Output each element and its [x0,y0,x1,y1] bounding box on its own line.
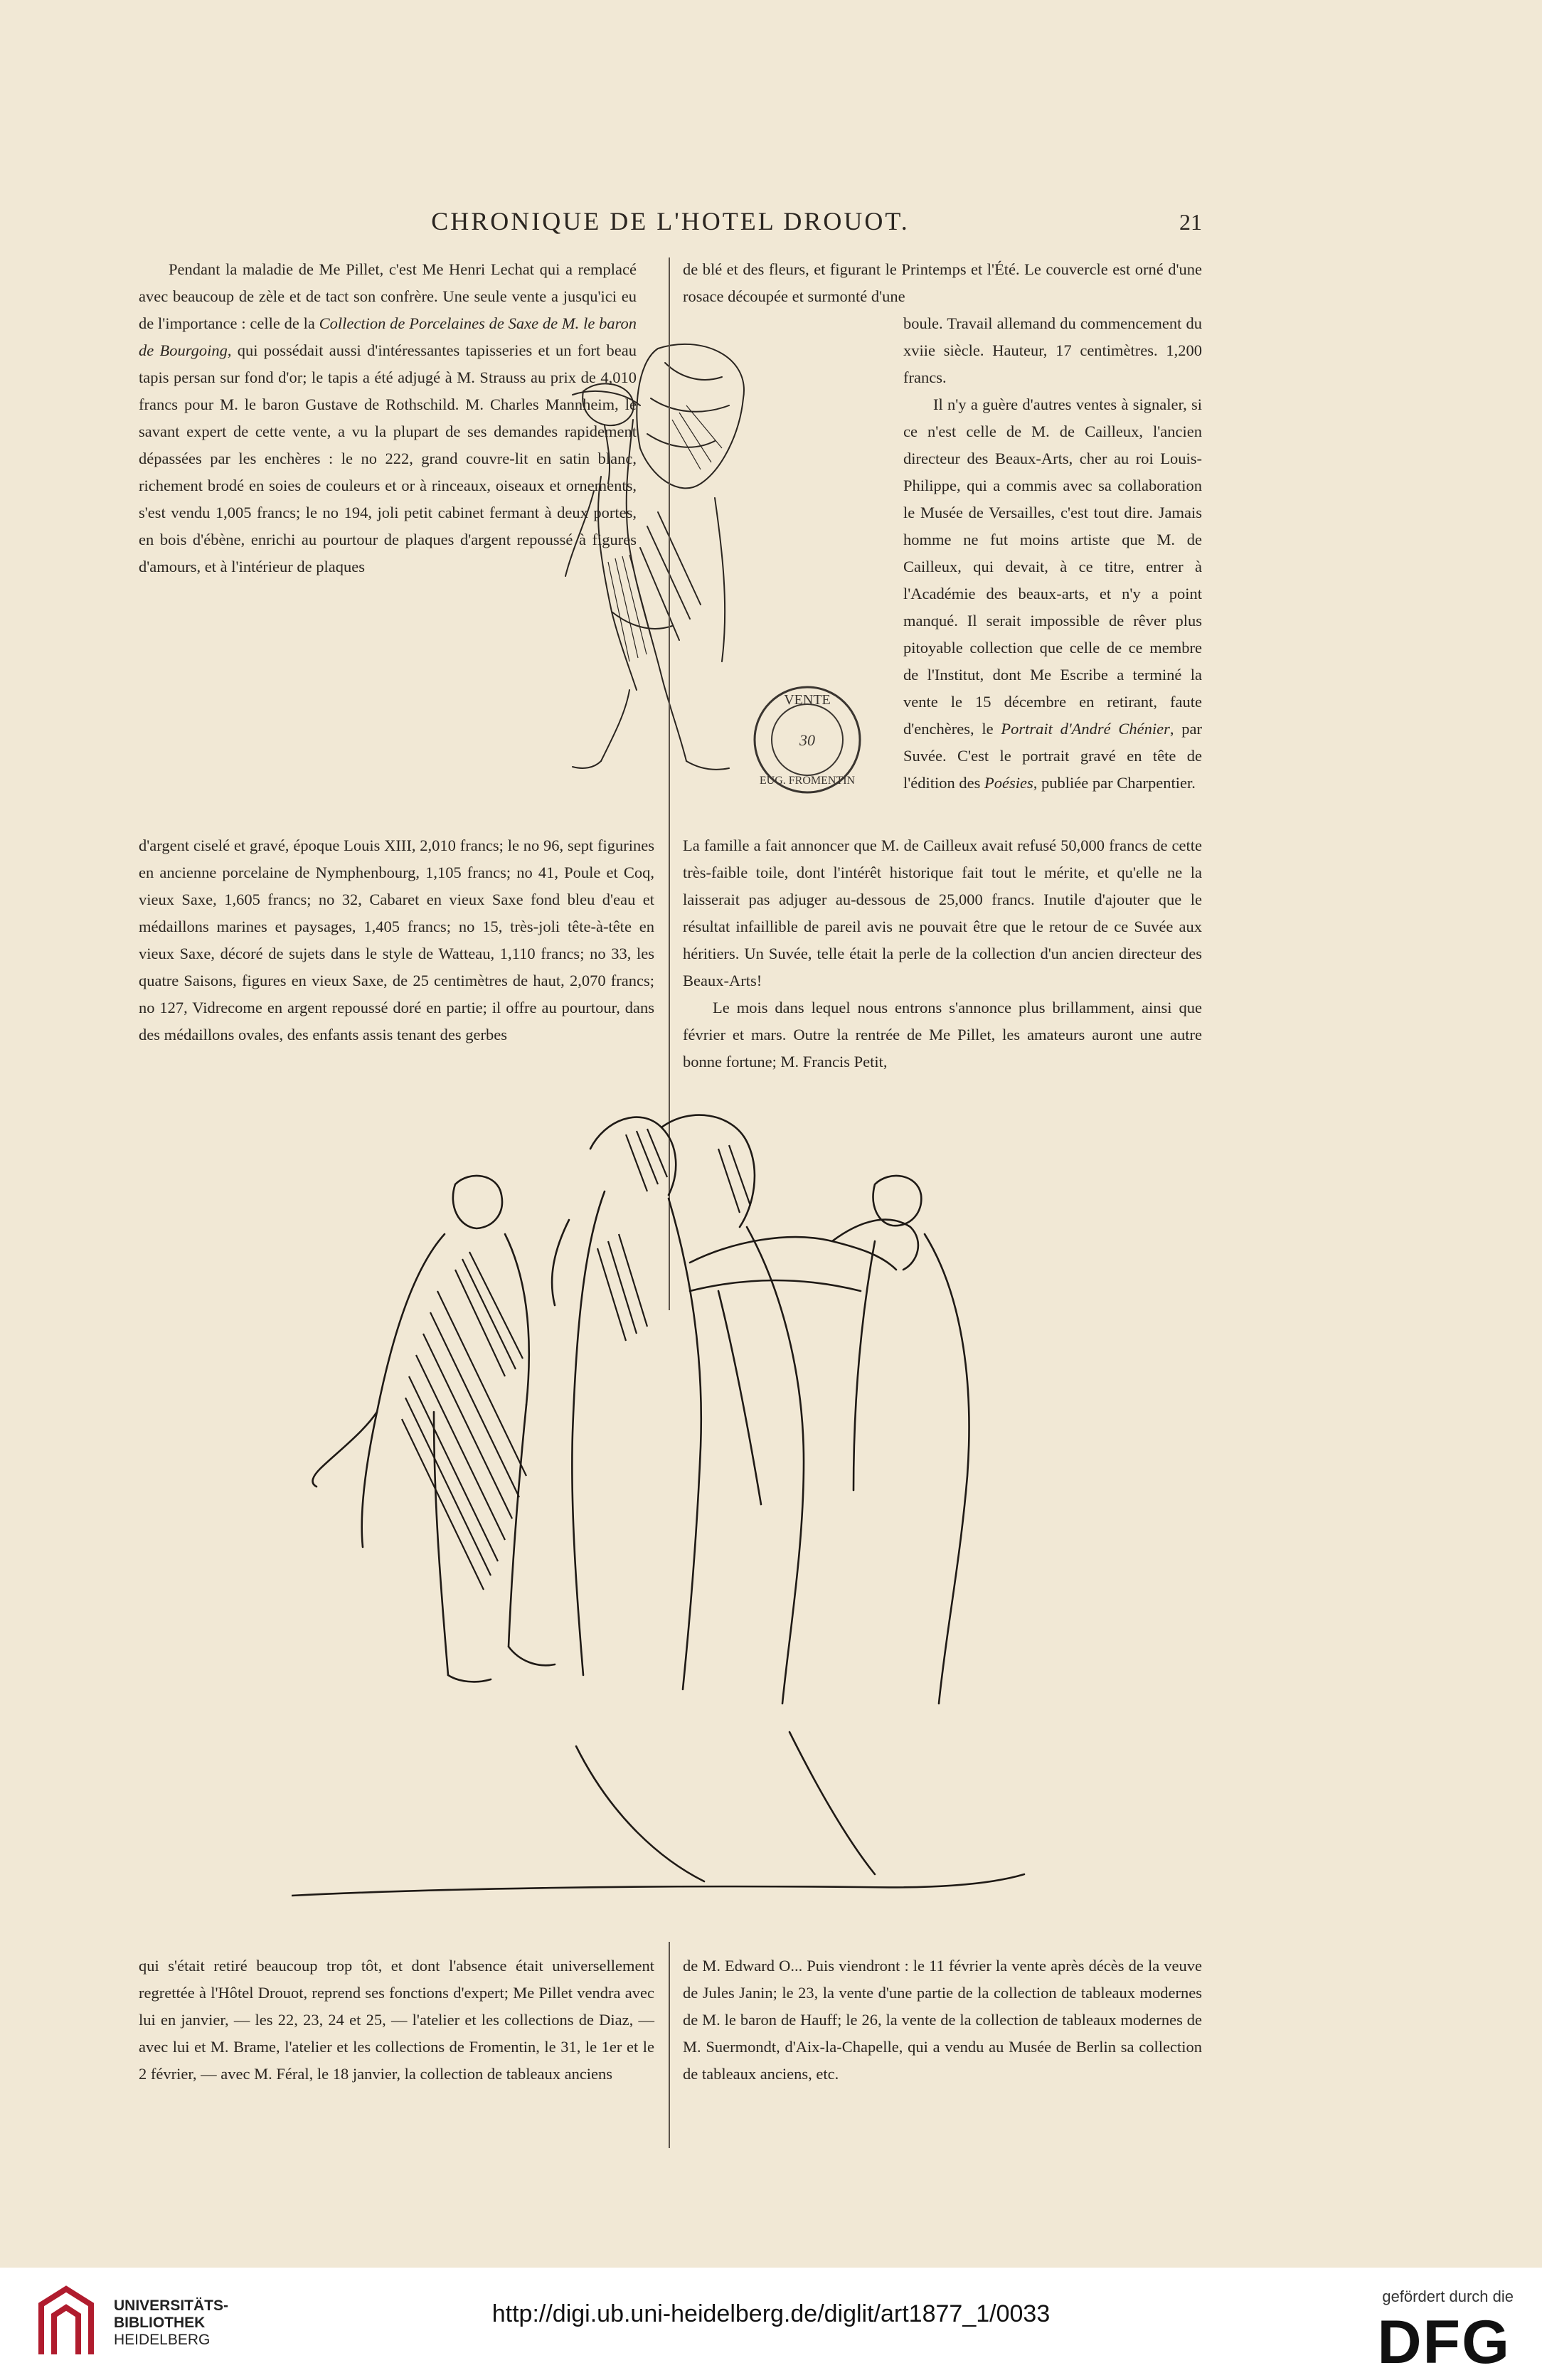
paragraph-text: , qui possédait aussi d'intéressantes tapisseries et un fort beau tapis persan sur fond d'or; le tapis a été adjugé à M. Strauss au prix de 4,010 francs pour M. le baron Gustave de Rothschild. M. Charles Mannheim, le savant expert de cette vente, a vu la plupart de ses demandes rapidement dépassées par les enchères : le no 222, grand couvre-lit en satin blanc, richement brodé en soies de couleurs et or à rinceaux, oiseaux et ornements, s'est vendu 1,005 francs; le no 194, joli petit cabinet fermant à deux portes, en bois d'ébène, enrichi au pourtour de plaques d'argent repoussé à figures d'amours, et à l'intérieur de plaques [139,341,637,575]
paragraph-continuation: de blé et des fleurs, et figurant le Printemps et l'Été. Le couvercle est orné d'une rosace découpée et surmonté d'une [683,260,1202,305]
paragraph-text: qui s'était retiré beaucoup trop tôt, et dont l'absence était universellement regrettée à l'Hôtel Drouot, reprend ses fonctions d'expert; Me Pillet vendra avec lui en janvier, — les 22, 23, 24 et 25, — l'atelier et les collections de Diaz, — avec lui et M. Brame, l'atelier et les collections de Fromentin, le 31, le 1er et le 2 février, — avec M. Féral, le 18 janvier, la collection de tableaux anciens [139,1957,654,2083]
paragraph-text: Il n'y a guère d'autres ventes à signaler, si ce n'est celle de M. de Cailleux, l'ancien directeur des Beaux-Arts, cher au roi Louis-Philippe, qui a commis avec sa collaboration le Musée de Versailles, c'est tout dire. Jamais homme ne fut moins artiste que M. de Cailleux, qui devait, à ce titre, entrer à l'Académie des beaux-arts, et n'y a point manqué. Il serait impossible de rêver plus pitoyable collection que celle de ce membre de l'Institut, dont Me Escribe a terminé la vente le 15 décembre en retirant, faute d'enchères, le [903,395,1202,738]
running-header [139,206,1202,249]
library-name-line: UNIVERSITÄTS- [114,2297,229,2314]
stamp-bottom-text: EUG. FROMENTIN [759,775,856,787]
digitization-footer [0,2268,1542,2380]
paragraph-text: de M. Edward O... Puis viendront : le 11 février la vente après décès de la veuve de Jules Janin; le 23, la vente d'une partie de la collection de tableaux modernes de M. le baron de Hauff; le 26, la vente de la collection de tableaux modernes de M. Suermondt, d'Aix-la-Chapelle, qui a vendu au Musée de Berlin sa collection de tableaux anciens, etc. [683,1957,1202,2083]
paragraph-text: , publiée par Charpentier. [1033,774,1196,792]
paragraph-cailleux [903,391,1202,797]
collection-title: Collection de Porcelaines de Saxe de M. le baron de Bourgoing [139,314,637,359]
page-title: CHRONIQUE DE L'HOTEL DROUOT. [431,207,910,235]
page-number: 21 [1179,209,1202,235]
lower-left-column [139,1953,654,2088]
paragraph-continuation: d'argent ciselé et gravé, époque Louis XIII, 2,010 francs; le no 96, sept figurines en ancienne porcelaine de Nymphenbourg, 1,105 francs; no 41, Poule et Coq, vieux Saxe, 1,605 francs; no 32, Cabaret en vieux Saxe fond bleu d'eau et médaillons marines et paysages, 1,405 francs; no 15, très-joli tête-à-tête en vieux Saxe, décoré de sujets dans le style de Watteau, 1,110 francs; no 33, les quatre Saisons, figures en vieux Saxe, de 25 centimètres de haut, 2,070 francs; no 127, Vidrecome en argent repoussé doré en partie; il offre au pourtour, dans des médaillons ovales, des enfants assis tenant des gerbes [139,836,654,1043]
funding-note: gefördert durch die [1382,2288,1514,2305]
upper-right-top-lines [683,256,1202,310]
stamp-center-text: 30 [799,731,815,749]
library-name-line: BIBLIOTHEK [114,2315,206,2331]
paragraph-text: , par Suvée. C'est le portrait gravé en tête de l'édition des [903,720,1203,792]
column-divider-lower [669,1942,670,2148]
paragraph-text: boule. Travail allemand du commencement du xviie siècle. Hauteur, 17 centimètres. 1,200 francs. [903,314,1202,386]
paragraph-text: Pendant la maladie de Me Pillet, c'est Me Henri Lechat qui a remplacé avec beaucoup de zèle et de tact son confrère. Une seule vente a jusqu'ici eu de l'importance : celle de la [139,260,637,332]
permalink-url[interactable]: http://digi.ub.uni-heidelberg.de/diglit/art1877_1/0033 [491,2300,1051,2327]
upper-left-column-full [139,832,654,1048]
library-name-line: HEIDELBERG [114,2332,211,2348]
stamp-top-text: VENTE [784,692,831,708]
paragraph-text: Le mois dans lequel nous entrons s'annonce plus brillamment, ainsi que février et mars. Outre la rentrée de Me Pillet, les amateurs auront une autre bonne fortune; M. Francis Petit, [683,999,1202,1071]
painting-title: Portrait d'André Chénier [1001,720,1170,738]
illustration-procession [292,1106,1060,1938]
upper-right-full [683,832,1202,1075]
lower-right-column [683,1953,1202,2088]
sale-stamp [750,683,864,797]
upper-right-narrow [903,310,1202,797]
paragraph-text: La famille a fait annoncer que M. de Cailleux avait refusé 50,000 francs de cette très-faible toile, dont l'intérêt historique fait tout le mérite, et qu'elle ne la laisserait pas adjuger au-dessous de 25,000 francs. Inutile d'ajouter que le résultat infaillible de pareil avis ne pouvait être que le retour de ce Suvée aux héritiers. Un Suvée, telle était la perle de la collection d'un ancien directeur des Beaux-Arts! [683,836,1202,989]
funder-logo: DFG [1377,2308,1511,2376]
book-title: Poésies [984,774,1033,792]
